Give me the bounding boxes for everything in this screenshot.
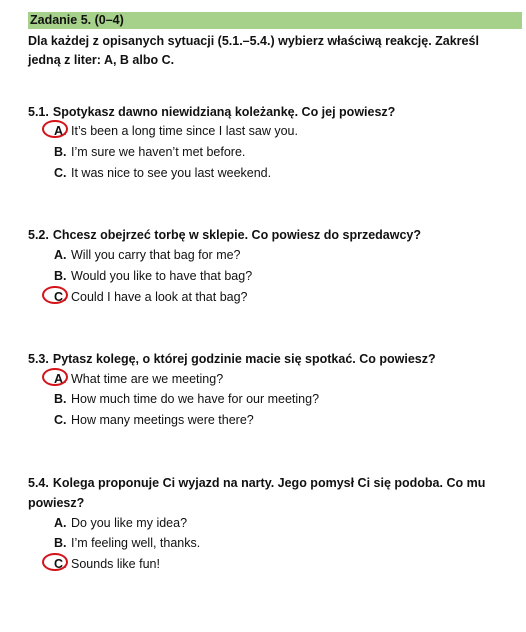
option-5-4-c[interactable] [54,556,160,572]
question-prompt: Kolega proponuje Ci wyjazd na narty. Jego pomysł Ci się podoba. Co mu powiesz? [28,476,486,510]
question-5-4 [28,473,498,513]
question-number: 5.3. [28,352,49,366]
option-text: Sounds like fun! [71,557,160,571]
option-letter: A. [54,516,67,530]
option-letter-circled: A. [54,371,71,387]
option-text: Could I have a look at that bag? [71,290,248,304]
option-letter-circled: A. [54,123,71,139]
option-5-4-b[interactable] [54,535,200,551]
option-5-3-a[interactable] [54,371,223,387]
question-5-1 [28,102,498,122]
option-letter: B. [54,145,67,159]
option-text: I’m sure we haven’t met before. [71,145,246,159]
option-letter-circled: C. [54,556,71,572]
option-letter: B. [54,536,67,550]
option-5-1-c[interactable] [54,165,271,181]
option-text: How much time do we have for our meeting? [71,392,320,406]
option-text: I’m feeling well, thanks. [71,536,201,550]
option-text: How many meetings were there? [71,413,254,427]
option-text: It’s been a long time since I last saw you. [71,124,298,138]
question-number: 5.2. [28,228,49,242]
option-5-3-b[interactable] [54,391,319,407]
option-letter: B. [54,392,67,406]
option-text: Will you carry that bag for me? [71,248,241,262]
option-5-1-b[interactable] [54,144,245,160]
option-letter: A. [54,248,67,262]
option-letter-circled: C. [54,289,71,305]
option-5-2-b[interactable] [54,268,252,284]
option-letter: B. [54,269,67,283]
question-number: 5.1. [28,105,49,119]
option-5-1-a[interactable] [54,123,298,139]
option-5-4-a[interactable] [54,515,187,531]
question-number: 5.4. [28,476,49,490]
option-text: Would you like to have that bag? [71,269,253,283]
question-5-2 [28,225,498,245]
option-letter: C. [54,413,67,427]
option-5-2-a[interactable] [54,247,241,263]
option-letter: C. [54,166,67,180]
option-text: What time are we meeting? [71,372,224,386]
question-prompt: Pytasz kolegę, o której godzinie macie się spotkać. Co powiesz? [52,352,436,366]
option-5-3-c[interactable] [54,412,254,428]
option-text: Do you like my idea? [71,516,188,530]
question-prompt: Chcesz obejrzeć torbę w sklepie. Co powiesz do sprzedawcy? [52,228,422,242]
question-5-3 [28,349,498,369]
task-instruction: Dla każdej z opisanych sytuacji (5.1.–5.4.) wybierz właściwą reakcję. Zakreśl jedną z liter: A, B albo C. [28,34,479,67]
option-text: It was nice to see you last weekend. [71,166,272,180]
question-prompt: Spotykasz dawno niewidzianą koleżankę. Co jej powiesz? [52,105,396,119]
option-5-2-c[interactable] [54,289,248,305]
task-title: Zadanie 5. (0–4) [28,12,522,29]
